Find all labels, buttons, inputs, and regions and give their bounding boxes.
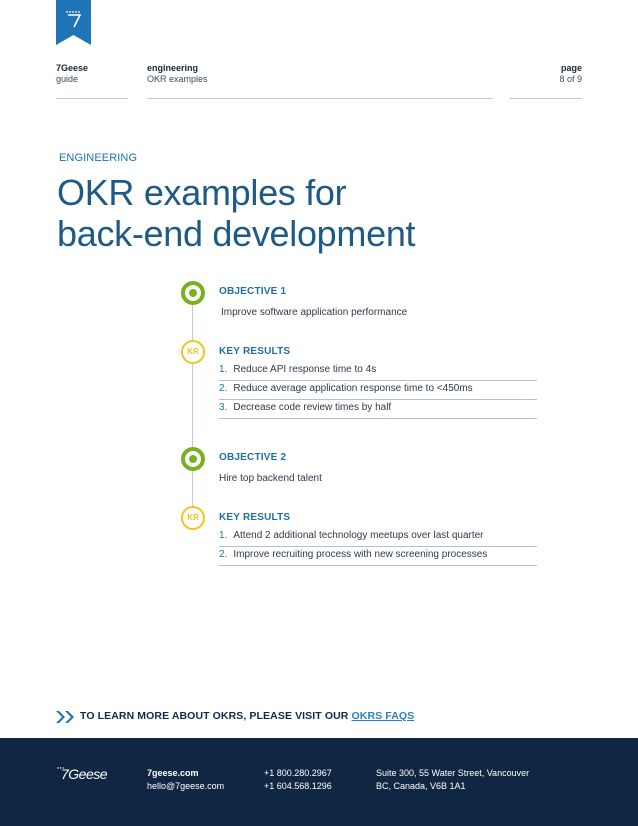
header-section-sub: OKR examples	[147, 74, 208, 84]
section-label: ENGINEERING	[59, 152, 138, 164]
header-page-number: 8 of 9	[559, 74, 582, 84]
header-section: engineering	[147, 63, 199, 73]
key-result-row	[219, 527, 537, 547]
objective-target-icon	[181, 447, 205, 471]
header-brand-sub: guide	[56, 74, 79, 84]
page-title-line: back-end development	[57, 213, 416, 254]
double-chevron-right-icon	[56, 710, 76, 728]
key-result-row	[219, 399, 537, 419]
timeline-line	[192, 300, 193, 520]
footer	[0, 738, 638, 826]
objective-target-icon	[181, 281, 205, 305]
objective-text: Improve software application performance	[221, 307, 408, 318]
footer-email: hello@7geese.com	[147, 781, 225, 791]
key-result-number: 1.	[219, 530, 228, 541]
footer-address: Suite 300, 55 Water Street, Vancouver	[376, 768, 530, 778]
objective-text: Hire top backend talent	[219, 473, 322, 484]
key-results-badge-icon: KR	[181, 340, 205, 364]
header-brand: 7Geese	[56, 63, 89, 73]
header-divider	[147, 98, 493, 99]
key-result-number: 1.	[219, 364, 228, 375]
key-result-number: 2.	[219, 383, 228, 394]
objective-heading: OBJECTIVE 1	[219, 286, 287, 297]
key-results-heading: KEY RESULTS	[219, 512, 291, 523]
footer-logo	[56, 765, 118, 788]
footer-phone: +1 604.568.1296	[264, 781, 332, 791]
footer-phone: +1 800.280.2967	[264, 768, 332, 778]
key-result-row	[219, 546, 537, 566]
cta-text	[80, 710, 414, 722]
header-divider	[510, 98, 582, 99]
key-result-text: Improve recruiting process with new screening processes	[233, 549, 488, 560]
key-result-number: 3.	[219, 402, 228, 413]
key-result-row	[219, 380, 537, 400]
key-result-text: Decrease code review times by half	[233, 402, 392, 413]
key-results-badge-icon: KR	[181, 506, 205, 530]
objective-heading: OBJECTIVE 2	[219, 452, 287, 463]
page-title-line: OKR examples for	[57, 172, 347, 213]
key-result-text: Attend 2 additional technology meetups over last quarter	[233, 530, 484, 541]
key-result-text: Reduce API response time to 4s	[233, 364, 377, 375]
okrs-faqs-link[interactable]: OKRS FAQS	[351, 710, 415, 722]
footer-address: BC, Canada, V6B 1A1	[376, 781, 466, 791]
key-results-heading: KEY RESULTS	[219, 346, 291, 357]
cta-label: TO LEARN MORE ABOUT OKRS, PLEASE VISIT OUR	[80, 710, 352, 722]
page-title	[57, 172, 415, 254]
brand-bookmark-logo	[56, 0, 91, 45]
header-divider	[56, 98, 128, 99]
key-result-row	[219, 361, 537, 381]
footer-website: 7geese.com	[147, 768, 199, 778]
footer-logo-text: 7Geese	[61, 766, 108, 782]
key-result-text: Reduce average application response time to <450ms	[233, 383, 473, 394]
header-page-label: page	[560, 63, 582, 73]
key-result-number: 2.	[219, 549, 228, 560]
